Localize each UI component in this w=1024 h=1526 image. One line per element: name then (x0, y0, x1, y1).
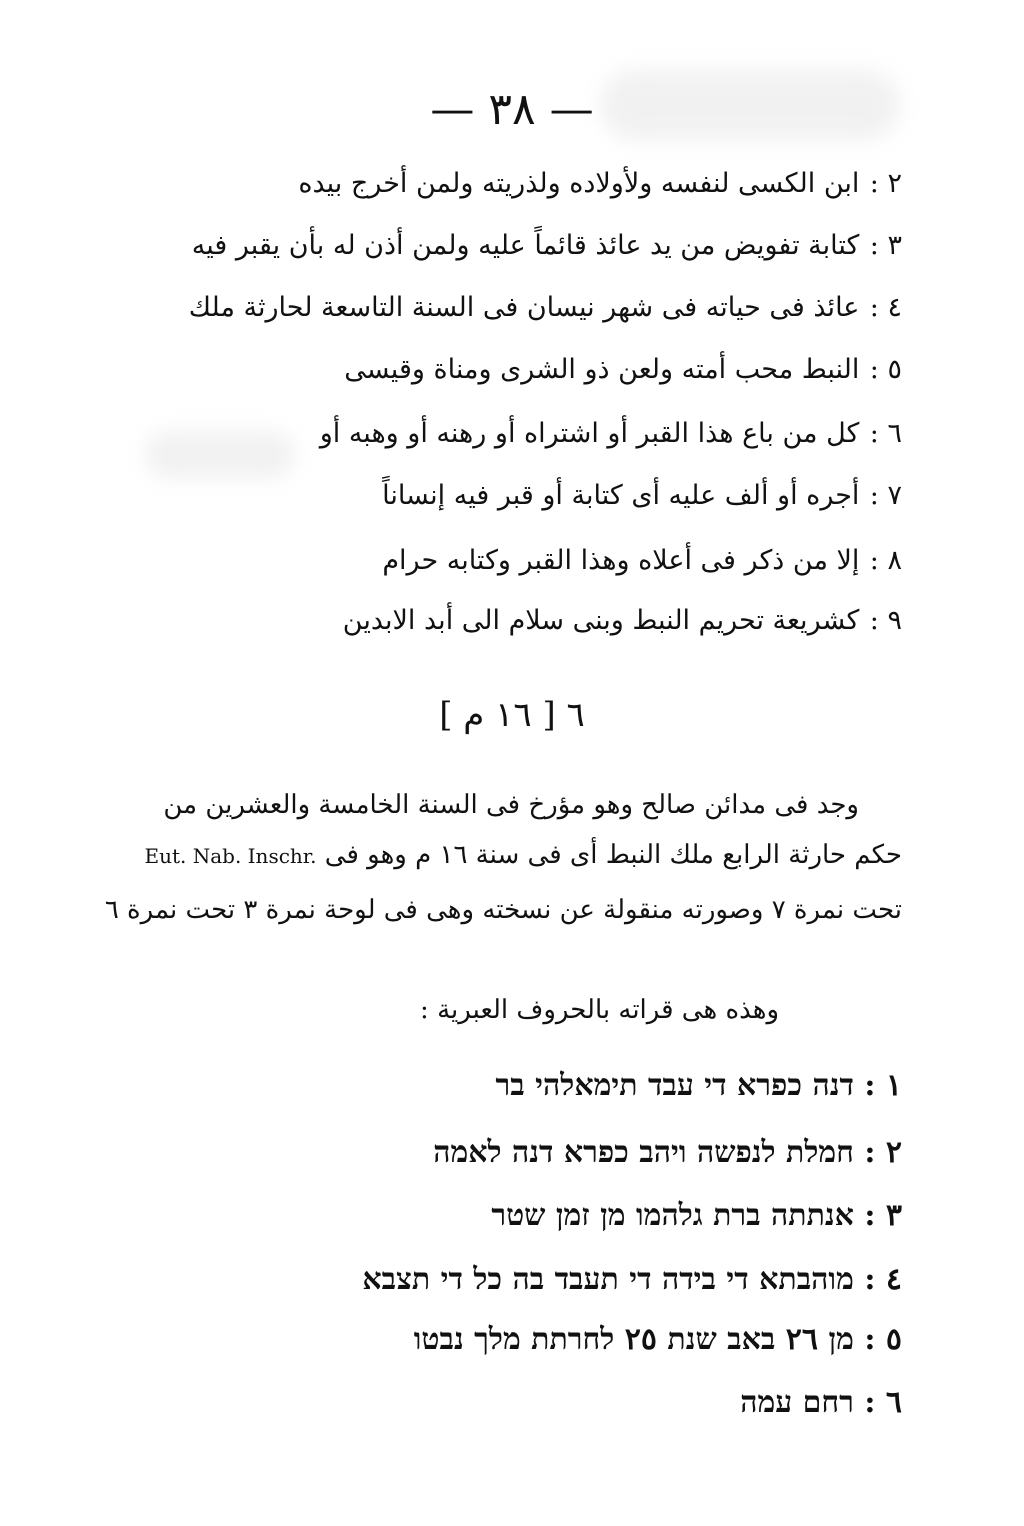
line-text: كل من باع هذا القبر أو اشتراه أو رهنه أو وهبه أو (319, 418, 860, 449)
line-number: ٦ : (869, 418, 902, 449)
line-number: ٣ : (869, 230, 902, 261)
line-text: كتابة تفويض من يد عائذ قائماً عليه ولمن أذن له بأن يقبر فيه (191, 230, 860, 261)
line-number: ٣ : (864, 1198, 902, 1233)
line-text: إلا من ذكر فى أعلاه وهذا القبر وكتابه حرام (382, 545, 860, 576)
line-text: كشريعة تحريم النبط وبنى سلام الى أبد الابدين (342, 605, 860, 636)
scan-smudge-left (145, 432, 295, 478)
hebrew-line (740, 1385, 902, 1420)
arabic-line (189, 292, 902, 323)
paragraph-text: حكم حارثة الرابع ملك النبط أى فى سنة ١٦ م وهو فى (324, 840, 902, 870)
arabic-line (382, 480, 902, 511)
line-number: ٩ : (869, 605, 902, 636)
line-number: ٢ : (864, 1135, 902, 1170)
line-number: ٧ : (869, 480, 902, 511)
line-number: ٤ : (869, 292, 902, 323)
line-number: ٦ : (864, 1385, 902, 1420)
paragraph-line: وجد فى مدائن صالح وهو مؤرخ فى السنة الخامسة والعشرين من (163, 790, 859, 820)
page-number: — ٣٨ — (430, 84, 594, 135)
paragraph-line (136, 840, 902, 870)
section-heading: ٦ [ ١٦ م ] (439, 695, 585, 735)
latin-reference: Eut. Nab. Inschr. (144, 844, 317, 868)
line-text: דנה כפרא די עבד תימאלהי בר (495, 1068, 854, 1103)
line-text: רחם עמה (740, 1385, 854, 1420)
hebrew-line (491, 1198, 902, 1233)
hebrew-line (433, 1135, 902, 1170)
line-number: ٢ : (869, 168, 902, 199)
line-number: ٨ : (869, 545, 902, 576)
line-text: אנתתה ברת גלהמו מן זמן שטר (491, 1198, 854, 1233)
hebrew-line (362, 1262, 902, 1297)
line-text: חמלת לנפשה ויהב כפרא דנה לאמה (433, 1135, 854, 1170)
line-text: מוהבתא די בידה די תעבד בה כל די תצבא (362, 1262, 854, 1297)
line-text: מן ٢٦ באב שנת ٢٥ לחרתת מלך נבטו (413, 1322, 854, 1357)
line-text: ابن الكسى لنفسه ولأولاده ولذريته ولمن أخرج بيده (298, 168, 860, 199)
line-text: عائذ فى حياته فى شهر نيسان فى السنة التاسعة لحارثة ملك (188, 292, 860, 323)
line-number: ٥ : (864, 1322, 902, 1357)
line-text: أجره أو ألف عليه أى كتابة أو قبر فيه إنساناً (382, 480, 860, 511)
hebrew-line (496, 1068, 902, 1103)
line-number: ١ : (864, 1068, 902, 1103)
arabic-line (344, 354, 902, 385)
arabic-line (320, 418, 902, 449)
line-number: ٥ : (869, 354, 902, 385)
line-number: ٤ : (864, 1262, 902, 1297)
line-text: النبط محب أمته ولعن ذو الشرى ومناة وقيسى (344, 354, 860, 385)
paragraph-line: تحت نمرة ٧ وصورته منقولة عن نسخته وهى فى لوحة نمرة ٣ تحت نمرة ٦ (104, 895, 902, 925)
reading-intro: وهذه هى قراته بالحروف العبرية : (420, 995, 779, 1025)
arabic-line (382, 545, 902, 576)
arabic-line (192, 230, 902, 261)
arabic-line (298, 168, 902, 199)
hebrew-line (414, 1322, 902, 1357)
arabic-line (343, 605, 902, 636)
